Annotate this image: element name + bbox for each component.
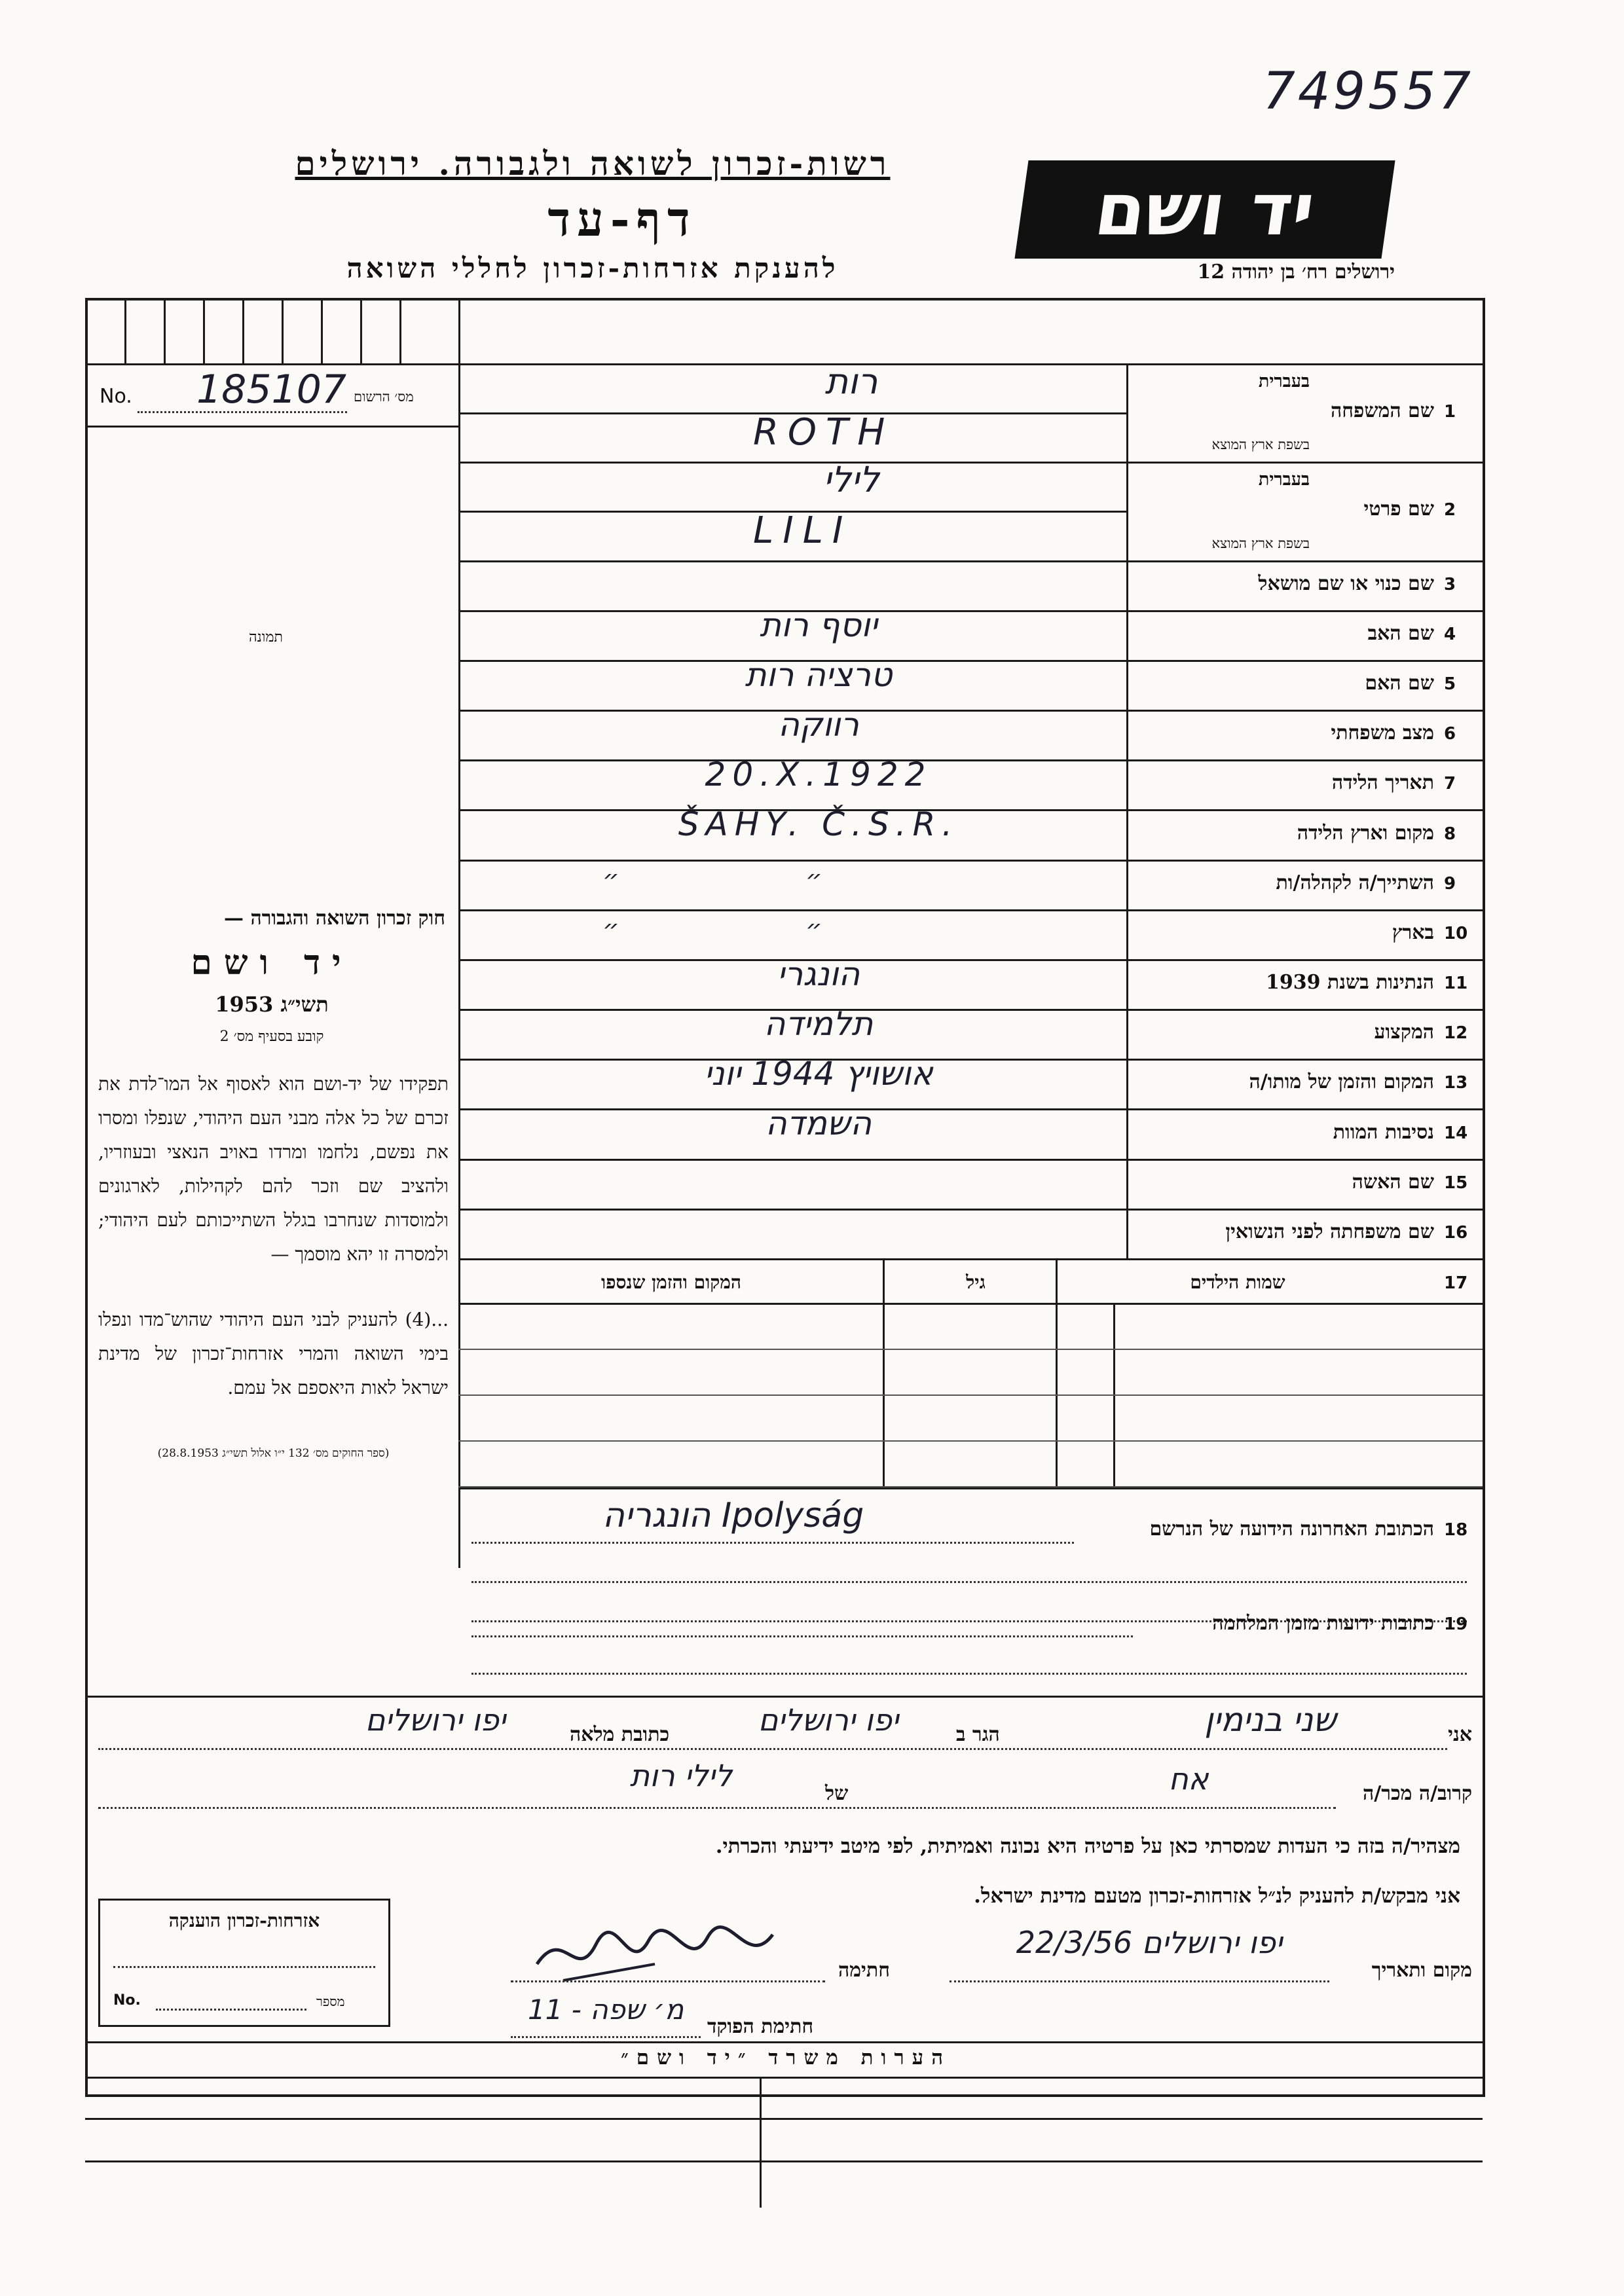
field-18-label: הכתובת האחרונה הידועה של הנרשם bbox=[1149, 1518, 1434, 1540]
declarant-name: שני בנימין bbox=[1204, 1701, 1337, 1739]
declarant-relative-label: קרוב/ה מכר/ה bbox=[1363, 1782, 1472, 1805]
request-text: אני מבקש/ת להעניק לנ״ל אזרחות-זכרון מטעם מדינת ישראל. bbox=[974, 1884, 1460, 1908]
declarant-of-name: לילי רות bbox=[629, 1758, 733, 1793]
field-value-ditto: ״ bbox=[805, 864, 822, 895]
children-col-age: גיל bbox=[966, 1271, 986, 1293]
declarant-signature bbox=[524, 1918, 799, 1990]
field-value-ditto: ״ bbox=[602, 864, 619, 895]
officer-signature-value: מ׳ שפה - 11 bbox=[527, 1994, 684, 2026]
registration-boxes bbox=[85, 298, 458, 363]
field-number: 16 bbox=[1444, 1222, 1468, 1243]
photo-label: תמונה bbox=[249, 629, 283, 646]
field-label: מקום וארץ הלידה bbox=[1297, 821, 1434, 845]
field-value: ŠAHY. Č.S.R. bbox=[678, 805, 959, 844]
field-label: שם האשה bbox=[1352, 1170, 1434, 1194]
citizenship-box-title: אזרחות-זכרון הוענקה bbox=[168, 1910, 320, 1931]
form-title: דף-עד bbox=[547, 191, 697, 247]
field-value: השמדה bbox=[765, 1104, 872, 1143]
declarant-i-label: אני bbox=[1448, 1723, 1472, 1746]
field-label: נסיבות המוות bbox=[1333, 1120, 1434, 1144]
field-value-hebrew: לילי bbox=[823, 459, 879, 501]
declarant-address: יפו ירושלים bbox=[365, 1702, 506, 1738]
registration-heb-label: מס׳ הרשום bbox=[354, 389, 414, 405]
citizenship-no-label: No. bbox=[113, 1992, 141, 2009]
signature-label: חתימה bbox=[838, 1959, 890, 1982]
field-label: תאריך הלידה bbox=[1331, 771, 1434, 795]
place-date-label: מקום ותאריך bbox=[1371, 1959, 1472, 1982]
registration-no-label: No. bbox=[100, 385, 132, 408]
field-value: תלמידה bbox=[764, 1005, 874, 1044]
field-label: שם כנוי או שם מושאל bbox=[1258, 572, 1434, 595]
field-value: טרציה רות bbox=[745, 655, 893, 694]
field-number: 8 bbox=[1444, 824, 1456, 844]
field-value-ditto: ״ bbox=[602, 914, 619, 945]
field-label: שם משפחתה לפני הנשואין bbox=[1225, 1220, 1434, 1243]
field-number: 1 bbox=[1444, 402, 1456, 422]
field-value: רווקה bbox=[778, 706, 859, 744]
field-number: 13 bbox=[1444, 1073, 1468, 1093]
citizenship-number-label: מספר bbox=[316, 1994, 345, 2009]
field-number: 15 bbox=[1444, 1173, 1468, 1193]
declarant-lives-label: הגר ב bbox=[956, 1723, 1000, 1746]
field-label: המקום והזמן של מותו/ה bbox=[1249, 1070, 1434, 1094]
officer-signature-label: חתימת הפוקד bbox=[707, 2015, 814, 2038]
law-paragraph-2: ...(4) להעניק לבני העם היהודי שהוש־מדו ונפלו בימי השואה והמרי אזרחות־זכרון של מדינת ישראל לאות היאספם אל עמם. bbox=[98, 1309, 449, 1398]
field-19-number: 19 bbox=[1444, 1614, 1468, 1634]
field-number: 3 bbox=[1444, 574, 1456, 594]
field-number: 12 bbox=[1444, 1023, 1468, 1044]
remarks-title: הערות משרד ״יד ושם״ bbox=[620, 2046, 951, 2069]
authority-line: רשות-זכרון לשואה ולגבורה. ירושלים bbox=[295, 144, 891, 183]
field-number: 7 bbox=[1444, 774, 1456, 794]
field-number: 6 bbox=[1444, 724, 1456, 744]
law-name: יד ושם bbox=[191, 943, 353, 983]
field-19-label: כתובות ידועות מזמן המלחמה bbox=[1212, 1612, 1434, 1635]
children-col-place: המקום והזמן שנספו bbox=[601, 1271, 741, 1293]
field-label: השתייך/ה לקהלה/ות bbox=[1276, 871, 1434, 894]
field-value-origin: ROTH bbox=[753, 411, 895, 454]
citizenship-box bbox=[98, 1899, 390, 2027]
form-subtitle: להענקת אזרחות-זכרון לחללי השואה bbox=[346, 252, 839, 284]
field-value: 20.X.1922 bbox=[705, 756, 932, 794]
field-number: 4 bbox=[1444, 624, 1456, 644]
field-17-number: 17 bbox=[1444, 1273, 1468, 1293]
declarant-city: יפו ירושלים bbox=[758, 1702, 899, 1738]
registration-number: 185107 bbox=[196, 367, 347, 412]
law-title: חוק זכרון השואה והגבורה — bbox=[224, 907, 445, 930]
field-18-number: 18 bbox=[1444, 1520, 1468, 1540]
law-citation: (ספר החוקים מס׳ 132 י״ו אלול תשי״ג 28.8.1953) bbox=[157, 1447, 390, 1460]
field-value: אושויץ 1944 יוני bbox=[704, 1055, 933, 1093]
logo-text: יד ושם bbox=[1090, 168, 1320, 251]
field-value-hebrew: רות bbox=[824, 361, 878, 402]
sub-label-hebrew: בעברית bbox=[1258, 371, 1310, 392]
sub-label-origin: בשפת ארץ המוצא bbox=[1211, 437, 1310, 453]
field-18-value: הונגריה Ipolyság bbox=[602, 1496, 864, 1535]
sub-label-origin: בשפת ארץ המוצא bbox=[1211, 535, 1310, 551]
field-value-ditto: ״ bbox=[805, 914, 822, 945]
place-date-value: יפו ירושלים 22/3/56 bbox=[1016, 1925, 1283, 1960]
field-value: הונגרי bbox=[777, 955, 860, 993]
field-label: שם פרטי bbox=[1363, 498, 1434, 521]
declarant-of-label: של bbox=[825, 1782, 849, 1805]
field-value: יוסף רות bbox=[760, 606, 877, 644]
law-year: תשי״ג 1953 bbox=[215, 992, 329, 1017]
field-number: 14 bbox=[1444, 1123, 1468, 1143]
field-value-origin: LILI bbox=[753, 509, 853, 553]
yad-vashem-address: ירושלים רח׳ בן יהודה 12 bbox=[1197, 261, 1395, 283]
archive-number: 749557 bbox=[1263, 62, 1473, 121]
left-column-divider bbox=[458, 298, 460, 1568]
field-number: 9 bbox=[1444, 873, 1456, 894]
field-label: בארץ bbox=[1392, 920, 1434, 944]
yad-vashem-logo bbox=[1014, 160, 1395, 259]
declarant-address-label: כתובת מלאה bbox=[570, 1723, 670, 1746]
sub-label-hebrew: בעברית bbox=[1258, 469, 1310, 490]
field-number: 2 bbox=[1444, 500, 1456, 520]
law-paragraph-1: תפקידו של יד-ושם הוא לאסוף אל המו־לדת את זכרם של כל אלה מבני העם היהודי, שנפלו ומסרו את נפשם, נלחמו ומרדו באויב הנאצי ובעוזריו, ולהציב שם וזכר להם לקהילות, לארגונים ולמוסדות שנחרבו בגלל השתייכותם לעם היהודי; ולמסרה זו יהא מוסמך — bbox=[98, 1073, 449, 1265]
field-number: 11 bbox=[1444, 974, 1468, 994]
field-label: שם האב bbox=[1367, 621, 1434, 645]
field-number: 10 bbox=[1444, 923, 1468, 943]
field-label: הנתינות בשנת 1939 bbox=[1265, 971, 1434, 994]
field-label: שם האם bbox=[1365, 672, 1434, 695]
field-label: שם המשפחה bbox=[1330, 399, 1434, 423]
declarant-relation: אח bbox=[1168, 1761, 1209, 1796]
children-col-names: שמות הילדים bbox=[1190, 1271, 1285, 1293]
field-number: 5 bbox=[1444, 674, 1456, 695]
declaration-text: מצהיר/ה בזה כי העדות שמסרתי כאן על פרטיה היא נכונה ואמיתית, לפי מיטב ידיעתי והכרתי. bbox=[715, 1834, 1460, 1858]
law-clause-ref: קובע בסעיף מס׳ 2 bbox=[219, 1029, 324, 1045]
field-label: מצב משפחתי bbox=[1331, 721, 1434, 745]
field-label: המקצוע bbox=[1374, 1021, 1434, 1044]
